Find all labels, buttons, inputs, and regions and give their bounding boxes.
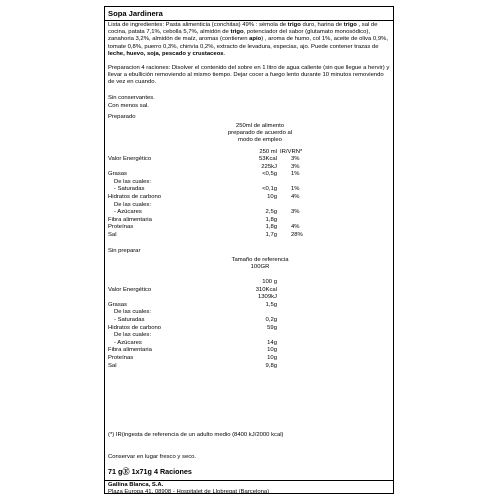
claim-no-preservatives: Sin conservantes. bbox=[108, 95, 155, 101]
table-row-value: 10g bbox=[267, 347, 277, 354]
claim-less-salt: Con menos sal. bbox=[108, 103, 149, 109]
unprepared-col-header-1: Tamaño de referencia bbox=[231, 257, 289, 263]
table-row-ir: 3% bbox=[291, 209, 300, 216]
table-row-label: De las cuales: bbox=[114, 178, 151, 185]
table-row-label: Proteínas bbox=[108, 224, 134, 231]
allergen-text: trigo bbox=[230, 29, 244, 36]
table-row-value: 1,5g bbox=[265, 301, 277, 308]
ingredient-text: duro, harina de bbox=[300, 22, 344, 28]
table-row-value: 0,2g bbox=[265, 317, 277, 323]
table-row-value: 225kJ bbox=[261, 163, 277, 170]
table-row-label: Grasas bbox=[108, 301, 127, 308]
table-row-value: 10g bbox=[267, 194, 277, 200]
table-row-label: Valor Energético bbox=[108, 286, 152, 293]
table-row-value: 53Kcal bbox=[258, 156, 277, 162]
unprepared-heading: Sin preparar bbox=[108, 248, 141, 254]
divider bbox=[105, 480, 393, 481]
table-row-ir: 1% bbox=[291, 171, 300, 178]
allergen-text: leche, huevo, soja, pescado y crustaceos bbox=[108, 50, 224, 57]
allergen-text: trigo bbox=[287, 22, 301, 28]
table-row-ir: 3% bbox=[291, 163, 300, 170]
company-address: Plaza Europa 41. 08908 - Hospitalet de Llobregat (Barcelona) bbox=[108, 489, 270, 495]
table-row-label: - Azúcares bbox=[114, 339, 142, 346]
table-row-value: 100 g bbox=[262, 279, 277, 285]
table-row-label: Fibra alimentaria bbox=[108, 347, 152, 354]
ingredient-text: , sal de cocina, patata 7,1%, cebolla 5,7%, almidón de bbox=[108, 22, 378, 36]
prepared-heading: Preparado bbox=[108, 114, 136, 120]
prepared-col-header-2: preparado de acuerdo al bbox=[227, 130, 293, 136]
table-row-value: 310Kcal bbox=[255, 286, 277, 293]
prepared-col-header-3: modo de empleo bbox=[238, 137, 282, 143]
footnote: (*) IR(ingesta de referencia de un adulto medio (8400 kJ/2000 kcal) bbox=[108, 432, 284, 438]
divider bbox=[105, 20, 393, 21]
table-row-ir: 4% bbox=[291, 194, 300, 200]
table-row-value: 1,8g bbox=[265, 216, 277, 223]
prepared-unit-header: 250 ml bbox=[259, 149, 277, 155]
company-name: Gallina Blanca, S.A. bbox=[108, 482, 164, 488]
table-row-label: De las cuales: bbox=[114, 201, 151, 208]
table-row-ir: 3% bbox=[291, 156, 300, 162]
table-row-value: 9,8g bbox=[265, 362, 277, 369]
allergen-text: apio bbox=[249, 36, 262, 43]
prepared-col-header-1: 250ml de alimento bbox=[235, 123, 285, 129]
table-row-value: 10g bbox=[267, 355, 277, 361]
ingredient-text: Lista de ingredientes: Pasta alimenticia (conchitas) 49% : sémola de bbox=[108, 22, 288, 28]
unprepared-col-header-2: 100GR bbox=[250, 264, 270, 270]
table-row-value: 14g bbox=[267, 339, 277, 346]
table-row-label: Grasas bbox=[108, 171, 127, 178]
table-row-ir: 1% bbox=[291, 186, 300, 193]
nutrition-label bbox=[104, 6, 394, 494]
preparation-text: Preparacion 4 raciones: Disolver el contenido del sobre en 1 litro de agua caliente (sin que llegue a hervir) y llevar a ebullición removiendo al mismo tiempo. Dejar cocer a fuego lento durante 10 minutos removiendo de vez en cuando. bbox=[108, 65, 390, 86]
table-row-label: - Azúcares bbox=[114, 209, 142, 216]
table-row-label: Valor Energético bbox=[108, 156, 152, 162]
table-row-value: 59g bbox=[267, 324, 277, 331]
prepared-ir-header: IR/VRN* bbox=[280, 149, 303, 155]
product-title: Sopa Jardinera bbox=[108, 9, 163, 18]
ingredient-text: ) , aroma de humo, col 1%, aceite de oliva 0,9%, tomate 0,8%, puerro 0,3%, chirivía 0,2%, extracto de levadura, especias, ajo. Puede contener trazas de bbox=[108, 36, 388, 50]
table-row-ir: 4% bbox=[291, 224, 300, 231]
table-row-value: 1309kJ bbox=[258, 294, 277, 301]
table-row-value: <0,1g bbox=[262, 186, 277, 193]
table-row-label: De las cuales: bbox=[114, 309, 151, 316]
allergen-text: trigo bbox=[343, 22, 357, 28]
ingredient-text: , potenciador del sabor (glutamato monosódico), zanahoria 3,2%, almidón de maíz, aromas (contienen bbox=[108, 29, 370, 43]
table-row-value: 1,8g bbox=[265, 224, 277, 231]
ingredients-text bbox=[108, 22, 390, 58]
table-row-value: 2,5g bbox=[265, 209, 277, 216]
table-row-label: De las cuales: bbox=[114, 332, 151, 339]
table-row-label: - Saturadas bbox=[114, 186, 145, 193]
table-row-label: Fibra alimentaria bbox=[108, 216, 152, 223]
ingredient-text: . bbox=[223, 50, 226, 57]
table-row-label: - Saturadas bbox=[114, 317, 145, 323]
table-row-label: Sal bbox=[108, 362, 117, 369]
table-row-label: Proteínas bbox=[108, 355, 134, 361]
table-row-label: Hidratos de carbono bbox=[108, 194, 162, 200]
table-row-label: Hidratos de carbono bbox=[108, 324, 162, 331]
table-row-ir: 28% bbox=[291, 232, 303, 238]
table-row-value: 1,7g bbox=[265, 232, 277, 238]
storage-text: Conservar en lugar fresco y seco. bbox=[108, 454, 197, 460]
table-row-value: <0,5g bbox=[262, 171, 277, 178]
net-quantity: 71 gⒺ 1x71g 4 Raciones bbox=[108, 467, 192, 476]
table-row-label: Sal bbox=[108, 232, 117, 238]
